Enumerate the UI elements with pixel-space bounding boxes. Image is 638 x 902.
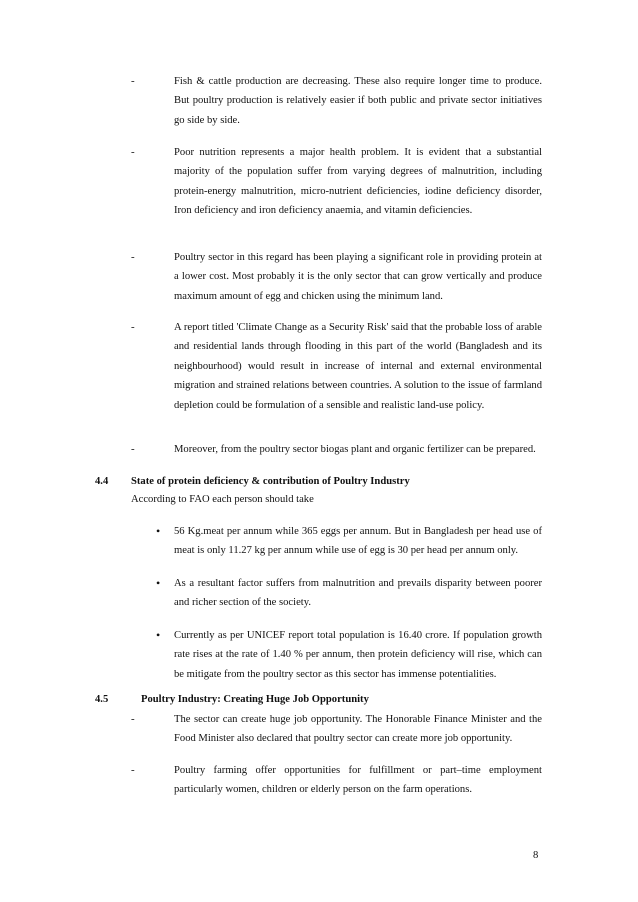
dash-marker: -	[131, 146, 135, 158]
bullet-marker: •	[156, 628, 161, 642]
list-item: As a resultant factor suffers from malnutrition and prevails disparity between poorer and richer section of the society.	[174, 578, 542, 609]
section-title: Poultry Industry: Creating Huge Job Opportunity	[141, 694, 369, 705]
section-number: 4.4	[95, 476, 109, 487]
list-item: Fish & cattle production are decreasing. These also require longer time to produce. But poultry production is relatively easier if both public and private sector initiatives go side by side.	[174, 76, 542, 126]
list-item: The sector can create huge job opportunity. The Honorable Finance Minister and the Food Minister also declared that poultry sector can create more job opportunity.	[174, 714, 542, 745]
list-item: Currently as per UNICEF report total population is 16.40 crore. If population growth rate rises at the rate of 1.40 % per annum, then protein deficiency will rise, which can be mitigate from the poultry sector as this sector has immense potentialities.	[174, 630, 542, 680]
section-number: 4.5	[95, 694, 109, 705]
list-item: Poor nutrition represents a major health problem. It is evident that a substantial majority of the population suffer from varying degrees of malnutrition, including protein-energy malnutrition, micro-nutrient deficiencies, iodine deficiency disorder, Iron deficiency and iron deficiency anaemia, and vitamin deficiencies.	[174, 147, 542, 217]
section-intro: According to FAO each person should take	[131, 494, 314, 505]
page-number: 8	[533, 850, 539, 861]
bullet-marker: •	[156, 524, 161, 538]
list-item: Poultry sector in this regard has been playing a significant role in providing protein at a lower cost. Most probably it is the only sector that can grow vertically and produce maximum amount of egg and chicken using the minimum land.	[174, 252, 542, 302]
dash-marker: -	[131, 321, 135, 333]
dash-marker: -	[131, 443, 135, 455]
dash-marker: -	[131, 713, 135, 725]
list-item: Poultry farming offer opportunities for fulfillment or part–time employment particularly women, children or elderly person on the farm operations.	[174, 765, 542, 796]
list-item: Moreover, from the poultry sector biogas plant and organic fertilizer can be prepared.	[174, 444, 536, 455]
bullet-marker: •	[156, 576, 161, 590]
list-item: 56 Kg.meat per annum while 365 eggs per annum. But in Bangladesh per head use of meat is only 11.27 kg per annum while use of egg is 30 per head per annum only.	[174, 526, 542, 557]
list-item: A report titled 'Climate Change as a Security Risk' said that the probable loss of arable and residential lands through flooding in this part of the world (Bangladesh and its neighbourhood) would result in increase of internal and external environmental migration and strained relations between countries. A solution to the issue of farmland depletion could be formulation of a sensible and realistic land-use policy.	[174, 322, 542, 411]
dash-marker: -	[131, 75, 135, 87]
dash-marker: -	[131, 251, 135, 263]
dash-marker: -	[131, 764, 135, 776]
section-title: State of protein deficiency & contribution of Poultry Industry	[131, 476, 410, 487]
